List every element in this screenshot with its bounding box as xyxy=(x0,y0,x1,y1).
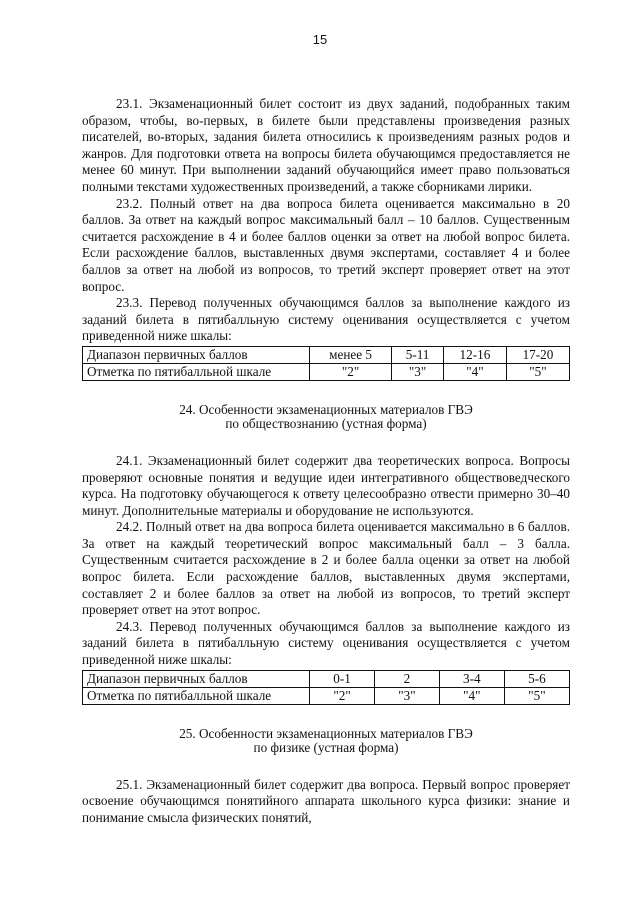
table-cell: Диапазон первичных баллов xyxy=(83,670,310,687)
section-title-24 xyxy=(82,403,570,431)
paragraph-25-1: 25.1. Экзаменационный билет содержит два вопроса. Первый вопрос проверяет освоение обучающимся понятийного аппарата школьного курса физики: знание и понимание смысла физических понятий, xyxy=(82,776,570,825)
section-title-25 xyxy=(82,727,570,755)
table-cell: 5-11 xyxy=(392,346,444,363)
table-cell: 12-16 xyxy=(443,346,506,363)
section-title-line: по обществознанию (устная форма) xyxy=(225,415,427,431)
paragraph-23-3: 23.3. Перевод полученных обучающимся баллов за выполнение каждого из заданий билета в пятибалльную систему оценивания осуществляется с учетом приведенной ниже шкалы: xyxy=(82,295,570,344)
table-cell: 17-20 xyxy=(506,346,569,363)
table-cell: Отметка по пятибалльной шкале xyxy=(83,687,310,704)
table-cell: 0-1 xyxy=(310,670,375,687)
table-cell: 3-4 xyxy=(439,670,504,687)
table-cell: менее 5 xyxy=(310,346,392,363)
section-title-line: по физике (устная форма) xyxy=(253,739,399,755)
paragraph-24-2: 24.2. Полный ответ на два вопроса билета оценивается максимально в 6 баллов. За ответ на каждый теоретический вопрос максимальный балл – 3 балла. Существенным считается расхождение в 2 и более балла оценки за ответ на любой вопрос билета. Если расхождение баллов, выставленных двумя экспертами, составляет 2 и более баллов за ответ на любой из вопросов, то третий эксперт проверяет ответ на этот вопрос. xyxy=(82,519,570,618)
table-cell: Диапазон первичных баллов xyxy=(83,346,310,363)
paragraph-23-2: 23.2. Полный ответ на два вопроса билета оценивается максимально в 20 баллов. За ответ на каждый вопрос максимальный балл – 10 баллов. Существенным считается расхождение в 4 и более баллов оценки за ответ на любой вопрос билета. Если расхождение баллов, выставленных двумя экспертами, составляет 4 и более баллов за ответ на любой из вопросов, то третий эксперт проверяет ответ на этот вопрос. xyxy=(82,195,570,294)
table-cell: "3" xyxy=(392,363,444,380)
table-cell: "2" xyxy=(310,363,392,380)
paragraph-23-1: 23.1. Экзаменационный билет состоит из двух заданий, подобранных таким образом, чтобы, во-первых, в билете были представлены произведения разных писателей, во-вторых, задания билета относились к произведениям разных родов и жанров. Для подготовки ответа на вопросы билета обучающимся предоставляется не менее 60 минут. При выполнении заданий обучающийся имеет право пользоваться полными текстами художественных произведений, а также сборниками лирики. xyxy=(82,96,570,194)
table-cell: 2 xyxy=(375,670,440,687)
grading-scale-table-23 xyxy=(82,346,570,381)
table-cell: "3" xyxy=(375,687,440,704)
table-cell: 5-6 xyxy=(504,670,569,687)
table-cell: "5" xyxy=(506,363,569,380)
paragraph-24-3: 24.3. Перевод полученных обучающимся баллов за выполнение каждого из заданий билета в пятибалльную систему оценивания осуществляется с учетом приведенной ниже шкалы: xyxy=(82,618,570,668)
page-number: 15 xyxy=(312,32,328,47)
table-cell: "4" xyxy=(439,687,504,704)
table-row xyxy=(83,670,570,687)
table-row xyxy=(83,687,570,704)
table-cell: "5" xyxy=(504,687,569,704)
section-title-line: 25. Особенности экзаменационных материалов ГВЭ xyxy=(179,725,473,741)
document-body xyxy=(82,96,570,826)
table-cell: Отметка по пятибалльной шкале xyxy=(83,363,310,380)
table-cell: "2" xyxy=(310,687,375,704)
table-row xyxy=(83,346,570,363)
table-cell: "4" xyxy=(443,363,506,380)
table-row xyxy=(83,363,570,380)
section-title-line: 24. Особенности экзаменационных материалов ГВЭ xyxy=(179,401,473,417)
paragraph-24-1: 24.1. Экзаменационный билет содержит два теоретических вопроса. Вопросы проверяют основные понятия и ведущие идеи интегративного обществоведческого курса. На подготовку обучающегося к ответу целесообразно отвести примерно 30–40 минут. Дополнительные материалы и оборудование не используются. xyxy=(82,452,570,518)
grading-scale-table-24 xyxy=(82,670,570,705)
